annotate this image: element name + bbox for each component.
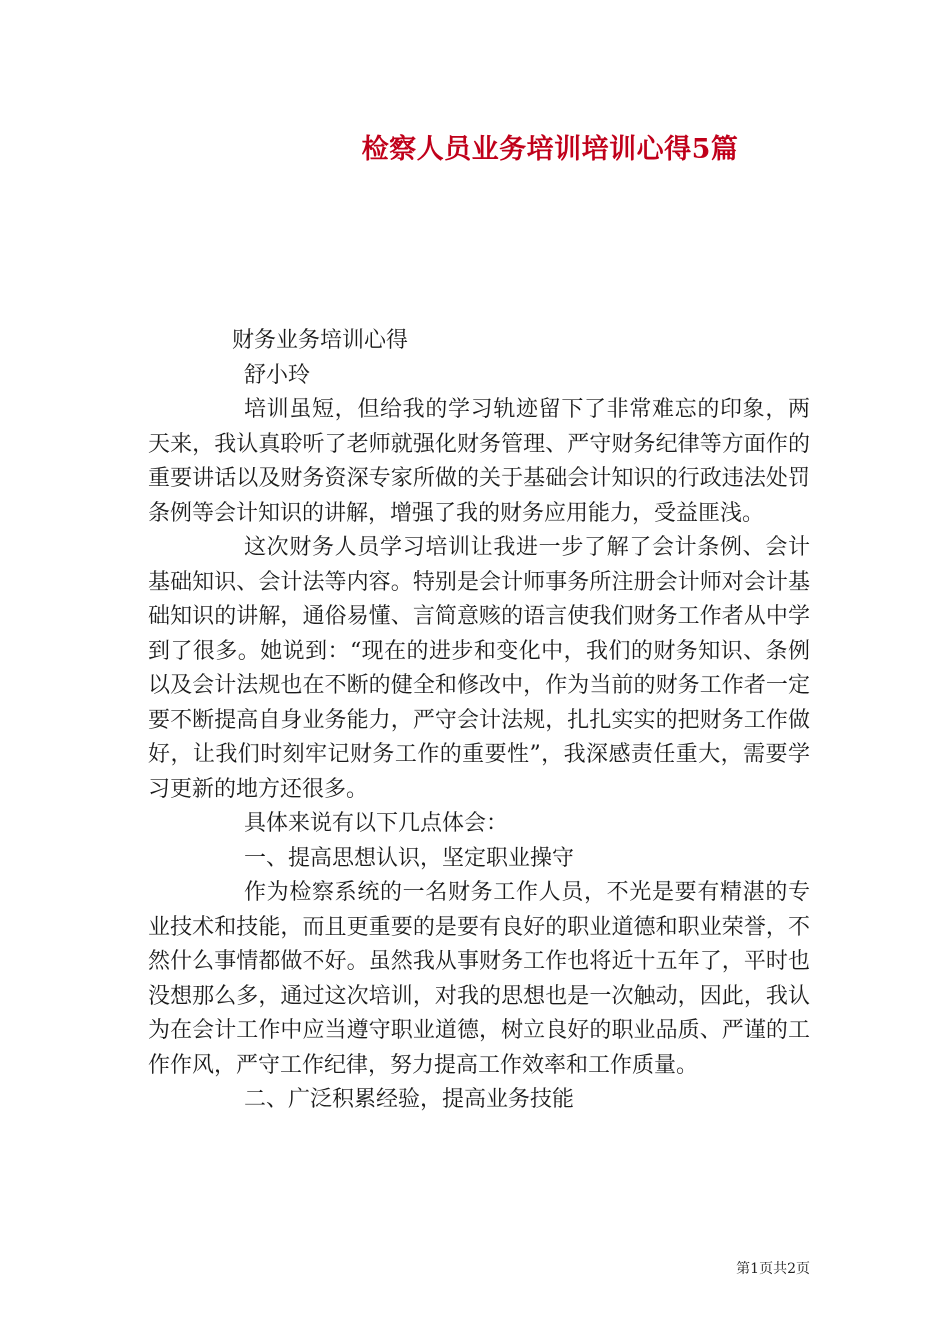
document-body [148,324,810,1118]
section-heading: 财务业务培训心得 [232,328,409,353]
subheading: 二、广泛积累经验，提高业务技能 [244,1087,575,1112]
paragraph: 具体来说有以下几点体会： [244,811,509,836]
subheading: 一、提高思想认识，坚定职业操守 [244,845,575,871]
author-name: 舒小玲 [244,362,311,388]
paragraph: 培训虽短，但给我的学习轨迹留下了非常难忘的印象，两天来，我认真聆听了老师就强化财务管理、严守财务纪律等方面作的重要讲话以及财务资深专家所做的关于基础会计知识的行政违法处罚条例等会计知识的讲解，增强了我的财务应用能力，受益匪浅。 [148,397,810,526]
paragraph: 作为检察系统的一名财务工作人员，不光是要有精湛的专业技术和技能，而且更重要的是要有良好的职业道德和职业荣誉，不然什么事情都做不好。虽然我从事财务工作也将近十五年了，平时也没想那么多，通过这次培训，对我的思想也是一次触动，因此，我认为在会计工作中应当遵守职业道德，树立良好的职业品质、严谨的工作作风，严守工作纪律，努力提高工作效率和工作质量。 [148,880,810,1078]
page-number-footer: 第1页共2页 [736,1261,810,1277]
document-title: 检察人员业务培训培训心得5篇 [361,134,739,165]
paragraph: 这次财务人员学习培训让我进一步了解了会计条例、会计基础知识、会计法等内容。特别是会计师事务所注册会计师对会计基础知识的讲解，通俗易懂、言简意赅的语言使我们财务工作者从中学到了很多。她说到：“现在的进步和变化中，我们的财务知识、条例以及会计法规也在不断的健全和修改中，作为当前的财务工作者一定要不断提高自身业务能力，严守会计法规，扎扎实实的把财务工作做好，让我们时刻牢记财务工作的重要性”，我深感责任重大，需要学习更新的地方还很多。 [148,535,810,802]
